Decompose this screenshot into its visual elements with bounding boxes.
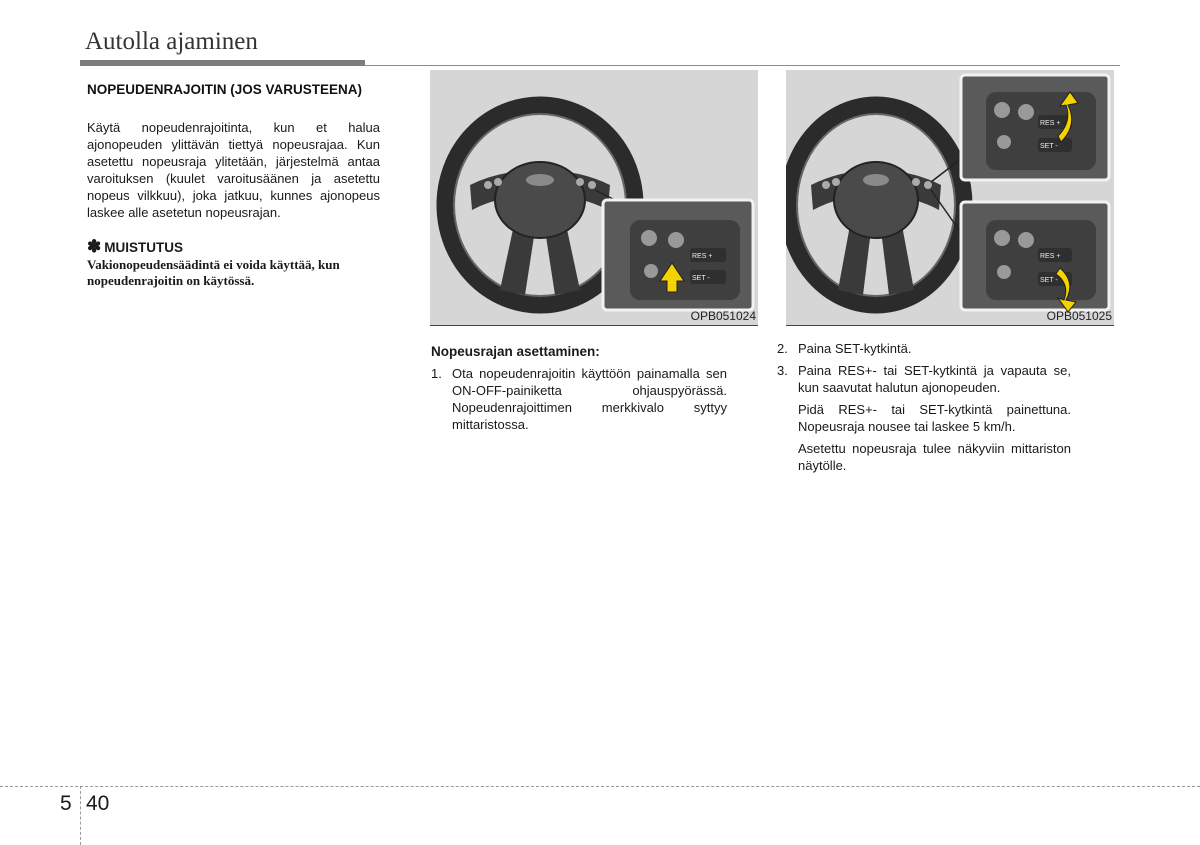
procedure-paragraph: Pidä RES+- tai SET-kytkintä painettuna. Nopeusraja nousee tai laskee 5 km/h.: [798, 402, 1071, 434]
inset-set-label: SET -: [1040, 277, 1058, 284]
footer-divider: [80, 786, 81, 845]
inset-res-label: RES +: [692, 253, 713, 260]
section-intro: Käytä nopeudenrajoitinta, kun et halua ajonopeuden ylittävän tiettyä nopeusrajaa. Kun asetettu nopeusraja ylitetään, järjestelmä antaa varoituksen (kuulet varoitusäänen ja asetettu nopeus vilkkuu), joka jatkuu, kunnes ajonopeus laskee alle asetetun nopeusrajan.: [87, 120, 380, 220]
procedure-heading: Nopeusrajan asettaminen:: [431, 344, 600, 359]
steering-wheel-illustration: [786, 70, 1114, 325]
step-text: Paina SET-kytkintä.: [798, 341, 912, 356]
procedure-paragraph: Asetettu nopeusraja tulee näkyviin mittariston näytölle.: [798, 441, 1071, 473]
inset-res-label: RES +: [1040, 120, 1061, 127]
section-title: NOPEUDENRAJOITIN (JOS VARUSTEENA): [87, 82, 363, 97]
steering-wheel-illustration: [430, 70, 758, 325]
figure-steering-wheel-on-off: [430, 70, 758, 325]
footer-rule: [0, 786, 1200, 787]
page-number: 40: [86, 792, 110, 815]
figure-caption: OPB051025: [1046, 309, 1112, 323]
note-text: Vakionopeudensäädintä ei voida käyttää, kun nopeudenrajoitin on käytössä.: [87, 257, 340, 288]
figure-rule: [430, 325, 758, 326]
inset-res-label: RES +: [1040, 253, 1061, 260]
procedure-step: [431, 365, 727, 433]
note-star-icon: ✽: [87, 237, 102, 256]
header-rule: [365, 65, 1120, 66]
step-number: 1.: [431, 366, 442, 381]
step-number: 3.: [777, 363, 788, 378]
note-heading: [87, 237, 183, 257]
header-bar: [80, 60, 365, 66]
note-title: MUISTUTUS: [104, 240, 183, 255]
procedure-step: [777, 362, 1071, 396]
figure-caption: OPB051024: [690, 309, 756, 323]
figure-rule: [786, 325, 1114, 326]
figure-steering-wheel-res-set: [786, 70, 1114, 325]
procedure-steps-col1: [431, 365, 727, 433]
procedure-step: [777, 340, 1071, 357]
step-text: Ota nopeudenrajoitin käyttöön painamalla sen ON-OFF-painiketta ohjauspyörässä. Nopeudenrajoittimen merkkivalo syttyy mittaristossa.: [452, 366, 727, 432]
inset-set-label: SET -: [692, 275, 710, 282]
chapter-title: Autolla ajaminen: [85, 28, 258, 55]
procedure-steps-col2: [777, 340, 1071, 474]
step-number: 2.: [777, 341, 788, 356]
inset-set-label: SET -: [1040, 143, 1058, 150]
step-text: Paina RES+- tai SET-kytkintä ja vapauta se, kun saavutat halutun ajonopeuden.: [798, 363, 1071, 395]
chapter-number: 5: [60, 792, 72, 815]
